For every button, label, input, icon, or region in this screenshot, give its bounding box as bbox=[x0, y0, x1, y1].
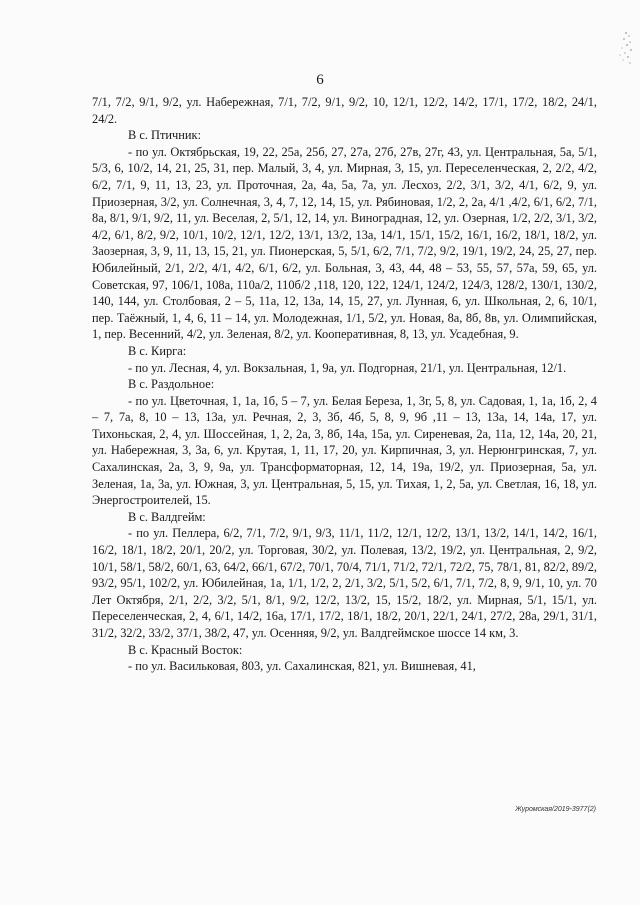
address-list-razdolnoe: - по ул. Цветочная, 1, 1а, 1б, 5 – 7, ул. Белая Береза, 1, 3г, 5, 8, ул. Садовая, 1, 1а, 1б, 2, 4 – 7, 7а, 8, 10 – 13, 13а, ул. Речная, 2, 3, 3б, 4б, 5, 8, 9, 9б ,11 – 13, 13а, 14, 14а, 17, ул. Тихоньская, 2, 4, ул. Шоссейная, 1, 2, 2а, 3, 8б, 14а, 15а, ул. Сиреневая, 2а, 11а, 12, 14а, 20, 21, ул. Набережная, 3, 3а, 6, ул. Крутая, 1, 11, 17, 20, ул. Кирпичная, 3, ул. Нерюнгринская, 7, ул. Сахалинская, 2а, 3, 9, 9а, ул. Трансформаторная, 12, 14, 19а, 19/2, ул. Приозерная, 5а, ул. Зеленая, 1а, 3а, ул. Южная, 3, ул. Центральная, 5, 15, ул. Тихая, 1, 2, 5а, ул. Светлая, 16, 18, ул. Энергостроителей, 15. bbox=[92, 393, 597, 508]
document-reference-code: Журомская/2019-3977(2) bbox=[515, 806, 596, 813]
locality-heading-krasny-vostok: В с. Красный Восток: bbox=[128, 642, 243, 657]
locality-heading-ptichnik: В с. Птичник: bbox=[128, 128, 202, 143]
locality-heading-valdgeym: В с. Валдгейм: bbox=[128, 509, 206, 524]
locality-heading-razdolnoe: В с. Раздольное: bbox=[128, 377, 215, 392]
page-number: 6 bbox=[316, 72, 324, 88]
address-list-ptichnik: - по ул. Октябрьская, 19, 22, 25а, 25б, 27, 27а, 27б, 27в, 27г, 43, ул. Центральная, 5а, 5/1, 5/3, 6, 10/2, 14, 21, 25, 31, пер. Малый, 3, 4, ул. Мирная, 3, 15, ул. Переселенческая, 2, 2/2, 4/2, 6/2, 7/1, 9, 11, 13, 23, ул. Проточная, 2а, 4а, 5а, 7а, ул. Лесхоз, 2/2, 3/1, 3/2, 4/1, 6/2, 9, ул. Приозерная, 3/2, ул. Солнечная, 3, 4, 7, 12, 14, 15, ул. Рябиновая, 1/2, 2, 2а, 4/1 ,4/2, 6/1, 6/2, 7/1, 8а, 8/1, 9/1, 9/2, 11, ул. Веселая, 2, 5/1, 12, 14, ул. Виноградная, 12, ул. Озерная, 1/2, 2/2, 3/1, 3/2, 4/2, 6/1, 8/2, 9/2, 10/1, 10/2, 12/1, 12/2, 13/1, 13/2, 13а, 14/1, 15/1, 15/2, 16/1, 16/2, 18/1, 18/2, ул. Заозерная, 3, 9, 11, 13, 15, 21, ул. Пионерская, 5, 5/1, 6/2, 7/1, 7/2, 9/2, 19/1, 19/2, 24, 25, 27, пер. Юбилейный, 2/1, 2/2, 4/1, 4/2, 6/1, 6/2, ул. Больная, 3, 43, 44, 48 – 53, 55, 57, 57а, 59, 65, ул. Советская, 97, 106/1, 108а, 110а/2, 110б/2 ,118, 120, 122, 124/1, 124/2, 124/3, 128/2, 130/1, 130/2, 140, 144, ул. Столбовая, 2 – 5, 11а, 12, 13а, 14, 15, 27, ул. Лунная, 6, ул. Школьная, 2, 6, 10/1, пер. Таёжный, 1, 4, 6, 11 – 14, ул. Молодежная, 1/1, 5/2, ул. Новая, 8а, 8б, 8в, ул. Олимпийская, 1, пер. Весенний, 4/2, ул. Зеленая, 8/2, ул. Кооперативная, 8, 13, ул. Усадебная, 9. bbox=[92, 144, 597, 342]
address-list-valdgeym: - по ул. Пеллера, 6/2, 7/1, 7/2, 9/1, 9/3, 11/1, 11/2, 12/1, 12/2, 13/1, 13/2, 14/1, 14/2, 16/1, 16/2, 18/1, 18/2, 20/1, 20/2, ул. Торговая, 30/2, ул. Полевая, 13/2, 19/2, ул. Центральная, 2, 9/2, 10/1, 58/1, 58/2, 60/1, 63, 64/2, 66/1, 67/2, 70/1, 70/4, 71/1, 71/2, 72/1, 72/2, 75, 78/1, 81, 82/2, 89/2, 93/2, 95/1, 102/2, ул. Юбилейная, 1а, 1/1, 1/2, 2, 2/1, 3/2, 5/1, 5/2, 6/1, 7/1, 7/2, 8, 9, 9/1, 10, ул. 70 Лет Октября, 2/1, 2/2, 3/2, 5/1, 8/1, 9/2, 12/2, 13/2, 15, 15/2, 18/2, ул. Мирная, 5/1, 15/1, ул. Переселенческая, 2, 4, 6/1, 14/2, 16а, 17/1, 17/2, 18/1, 18/2, 20/1, 22/1, 24/1, 27/2, 28а, 29/1, 31/1, 31/2, 32/2, 33/2, 37/1, 38/2, 47, ул. Осенняя, 9/2, ул. Валдгеймское шоссе 14 км, 3. bbox=[92, 526, 597, 640]
address-list-kirga: - по ул. Лесная, 4, ул. Вокзальная, 1, 9а, ул. Подгорная, 21/1, ул. Центральная, 12/1. bbox=[128, 360, 567, 375]
paragraph-continuation: 7/1, 7/2, 9/1, 9/2, ул. Набережная, 7/1, 7/2, 9/1, 9/2, 10, 12/1, 12/2, 14/2, 17/1, 17/2, 18/2, 24/1, 24/2. bbox=[92, 95, 597, 126]
address-list-krasny-vostok: - по ул. Васильковая, 803, ул. Сахалинская, 821, ул. Вишневая, 41, bbox=[128, 659, 476, 674]
scan-noise-mark bbox=[612, 30, 634, 66]
locality-heading-kirga: В с. Кирга: bbox=[128, 343, 187, 358]
document-body bbox=[92, 94, 597, 675]
